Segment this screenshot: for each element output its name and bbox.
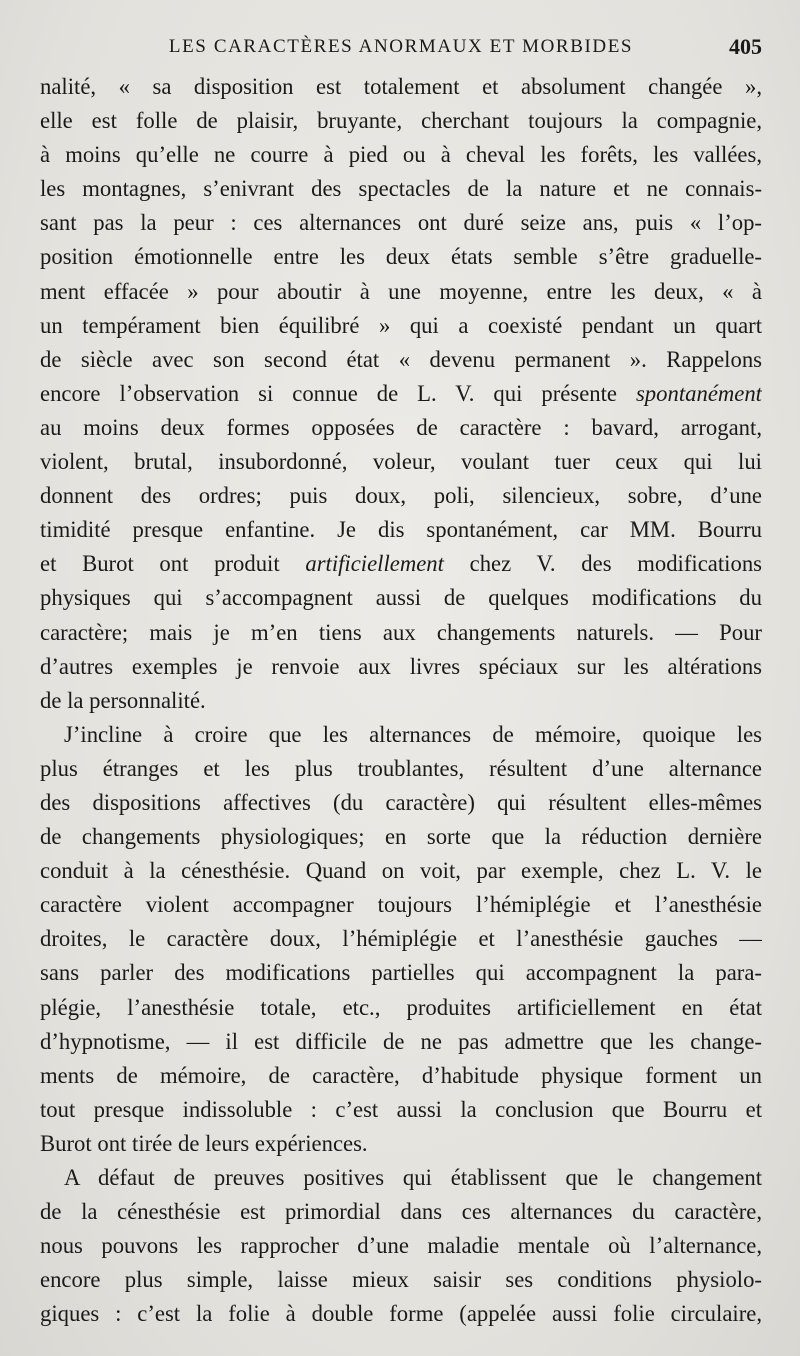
text-segment: de changements physiologiques; en sorte que la réduction dernière [40,824,762,850]
running-head [40,34,762,64]
text-segment: de la cénesthésie est primordial dans ces alternances du caractère, [40,1199,762,1225]
text-segment: sant pas la peur : ces alternances ont duré seize ans, puis « l’op- [40,210,762,236]
text-segment: d’autres exemples je renvoie aux livres spéciaux sur les altérations [40,653,762,679]
text-segment: position émotionnelle entre les deux états semble s’être graduelle- [40,244,762,270]
text-segment: tout presque indissoluble : c’est aussi la conclusion que Bourru et [40,1096,762,1122]
text-line [40,104,762,138]
text-line [40,684,762,718]
text-segment: A défaut de preuves positives qui établissent que le changement [64,1165,762,1190]
text-segment: J’incline à croire que les alternances de mémoire, quoique les [64,721,762,747]
text-line [40,1229,762,1263]
text-line [40,650,762,684]
text-segment: de siècle avec son second état « devenu permanent ». Rappelons [40,346,762,372]
text-segment: encore plus simple, laisse mieux saisir ses conditions physiolo- [40,1267,762,1293]
text-line [40,820,762,854]
text-line [40,70,762,104]
text-segment: ment effacée » pour aboutir à une moyenne, entre les deux, « à [40,278,762,304]
italic-text: spontanément [635,380,762,406]
text-line [40,786,762,820]
text-line [40,1127,762,1161]
text-segment: caractère; mais je m’en tiens aux changements naturels. — Pour [40,619,762,645]
text-segment: timidité presque enfantine. Je dis spontanément, car MM. Bourru [40,517,762,543]
text-segment: caractère violent accompagner toujours l’hémiplégie et l’anesthésie [40,892,762,918]
text-segment: giques : c’est la folie à double forme (appelée aussi folie circulaire, [40,1301,762,1327]
body-text [40,70,762,1331]
text-segment: à moins qu’elle ne courre à pied ou à cheval les forêts, les vallées, [40,142,762,168]
text-segment: plus étranges et les plus troublantes, résultent d’une alternance [40,755,762,781]
text-line [40,854,762,888]
text-segment: nalité, « sa disposition est totalement et absolument changée », [40,74,762,99]
text-segment: plégie, l’anesthésie totale, etc., produites artificiellement en état [40,994,762,1020]
text-segment: les montagnes, s’enivrant des spectacles de la nature et ne connais- [40,176,762,202]
text-line [40,922,762,956]
text-line [40,581,762,615]
text-line [40,1059,762,1093]
page-number: 405 [729,34,762,59]
text-segment: elle est folle de plaisir, bruyante, cherchant toujours la compagnie, [40,108,762,134]
text-line [40,616,762,650]
text-line [40,275,762,309]
text-segment: droites, le caractère doux, l’hémiplégie et l’anesthésie gauches — [40,926,762,952]
text-segment: encore l’observation si connue de L. V. qui présente [40,380,636,406]
text-segment: ments de mémoire, de caractère, d’habitude physique forment un [40,1062,762,1088]
text-line [40,888,762,922]
text-segment: conduit à la cénesthésie. Quand on voit, par exemple, chez L. V. le [40,858,762,884]
text-line [40,513,762,547]
text-segment: nous pouvons les rapprocher d’une maladie mentale où l’alternance, [40,1233,762,1259]
text-line [40,377,762,411]
text-line [40,1161,762,1195]
text-line [40,1263,762,1297]
text-line [40,206,762,240]
text-segment: des dispositions affectives (du caractère) qui résultent elles-mêmes [40,789,762,815]
text-segment: au moins deux formes opposées de caractère : bavard, arrogant, [40,414,762,440]
text-segment: sans parler des modifications partielles qui accompagnent la para- [40,960,762,986]
text-segment: et Burot ont produit [40,551,306,577]
italic-text: artificiellement [305,551,444,577]
text-line [40,1195,762,1229]
text-line [40,991,762,1025]
text-line [40,547,762,581]
text-segment: violent, brutal, insubordonné, voleur, voulant tuer ceux qui lui [40,449,762,475]
text-line [40,138,762,172]
text-line [40,752,762,786]
text-line [40,411,762,445]
text-segment: physiques qui s’accompagnent aussi de quelques modifications du [40,585,762,611]
text-segment: de la personnalité. [40,687,206,713]
text-line [40,956,762,990]
text-segment: Burot ont tirée de leurs expériences. [40,1130,368,1156]
text-line [40,479,762,513]
running-title: LES CARACTÈRES ANORMAUX ET MORBIDES [168,36,634,57]
text-segment: un tempérament bien équilibré » qui a coexisté pendant un quart [40,312,762,338]
text-segment: d’hypnotisme, — il est difficile de ne pas admettre que les change- [40,1028,762,1054]
text-segment: chez V. des modifications [443,551,762,577]
text-line [40,1297,762,1331]
text-line [40,1093,762,1127]
text-line [40,718,762,752]
text-line [40,240,762,274]
text-segment: donnent des ordres; puis doux, poli, silencieux, sobre, d’une [40,483,762,509]
text-line [40,309,762,343]
text-line [40,1025,762,1059]
text-line [40,172,762,206]
text-line [40,445,762,479]
text-line [40,343,762,377]
